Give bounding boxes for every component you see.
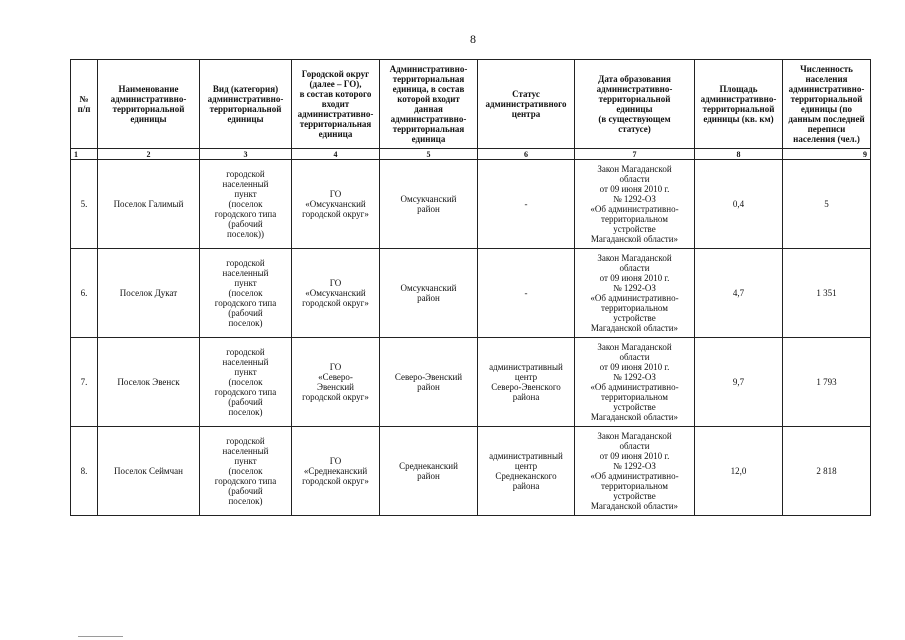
header-name: Наименование административно- территориальной единицы <box>98 60 200 149</box>
table-row <box>71 338 871 427</box>
unit-date: Закон Магаданской области от 09 июня 2010 г. № 1292-ОЗ «Об административно- территориальном устройстве Магаданской области» <box>575 427 695 516</box>
header-date: Дата образования административно- территориальной единицы (в существующем статусе) <box>575 60 695 149</box>
unit-name: Поселок Сеймчан <box>98 427 200 516</box>
unit-population: 5 <box>783 160 871 249</box>
unit-district: ГО «Омсукчанский городской округ» <box>292 249 380 338</box>
table-row <box>71 249 871 338</box>
column-number: 3 <box>200 149 292 160</box>
header-kind: Вид (категория) административно- территориальной единицы <box>200 60 292 149</box>
unit-area: 9,7 <box>695 338 783 427</box>
unit-population: 1 351 <box>783 249 871 338</box>
column-number: 7 <box>575 149 695 160</box>
unit-kind: городской населенный пункт (поселок городского типа (рабочий поселок) <box>200 338 292 427</box>
column-number: 9 <box>783 149 871 160</box>
header-num: № п/п <box>71 60 98 149</box>
column-number: 4 <box>292 149 380 160</box>
scan-artifact-line <box>78 636 123 637</box>
row-number: 8. <box>71 427 98 516</box>
header-population: Численность населения административно- территориальной единицы (по данным последней переписи населения (чел.) <box>783 60 871 149</box>
unit-district: ГО «Омсукчанский городской округ» <box>292 160 380 249</box>
column-number-row <box>71 149 871 160</box>
unit-status: - <box>478 249 575 338</box>
unit-date: Закон Магаданской области от 09 июня 2010 г. № 1292-ОЗ «Об административно- территориальном устройстве Магаданской области» <box>575 338 695 427</box>
header-status: Статус административного центра <box>478 60 575 149</box>
unit-kind: городской населенный пункт (поселок городского типа (рабочий поселок) <box>200 427 292 516</box>
header-parent-unit: Административно- территориальная единица, в состав которой входит данная административно- территориальная единица <box>380 60 478 149</box>
unit-area: 4,7 <box>695 249 783 338</box>
column-number: 6 <box>478 149 575 160</box>
table-row <box>71 427 871 516</box>
unit-name: Поселок Дукат <box>98 249 200 338</box>
column-number: 1 <box>71 149 98 160</box>
column-number: 8 <box>695 149 783 160</box>
row-number: 7. <box>71 338 98 427</box>
header-area: Площадь административно- территориальной единицы (кв. км) <box>695 60 783 149</box>
unit-date: Закон Магаданской области от 09 июня 2010 г. № 1292-ОЗ «Об административно- территориальном устройстве Магаданской области» <box>575 249 695 338</box>
unit-district: ГО «Северо- Эвенский городской округ» <box>292 338 380 427</box>
unit-area: 12,0 <box>695 427 783 516</box>
column-number: 2 <box>98 149 200 160</box>
header-district: Городской округ (далее – ГО), в состав которого входит административно- территориальная единица <box>292 60 380 149</box>
unit-kind: городской населенный пункт (поселок городского типа (рабочий поселок)) <box>200 160 292 249</box>
unit-district: ГО «Среднеканский городской округ» <box>292 427 380 516</box>
page-number: 8 <box>470 32 476 46</box>
unit-status: административный центр Северо-Эвенского района <box>478 338 575 427</box>
unit-parent: Омсукчанский район <box>380 160 478 249</box>
unit-population: 1 793 <box>783 338 871 427</box>
unit-parent: Среднеканский район <box>380 427 478 516</box>
table-row <box>71 160 871 249</box>
unit-name: Поселок Галимый <box>98 160 200 249</box>
row-number: 5. <box>71 160 98 249</box>
unit-area: 0,4 <box>695 160 783 249</box>
column-number: 5 <box>380 149 478 160</box>
unit-name: Поселок Эвенск <box>98 338 200 427</box>
unit-parent: Северо-Эвенский район <box>380 338 478 427</box>
unit-date: Закон Магаданской области от 09 июня 2010 г. № 1292-ОЗ «Об административно- территориальном устройстве Магаданской области» <box>575 160 695 249</box>
unit-status: - <box>478 160 575 249</box>
unit-parent: Омсукчанский район <box>380 249 478 338</box>
territorial-units-table <box>70 59 871 516</box>
header-row <box>71 60 871 149</box>
row-number: 6. <box>71 249 98 338</box>
unit-kind: городской населенный пункт (поселок городского типа (рабочий поселок) <box>200 249 292 338</box>
unit-population: 2 818 <box>783 427 871 516</box>
unit-status: административный центр Среднеканского района <box>478 427 575 516</box>
